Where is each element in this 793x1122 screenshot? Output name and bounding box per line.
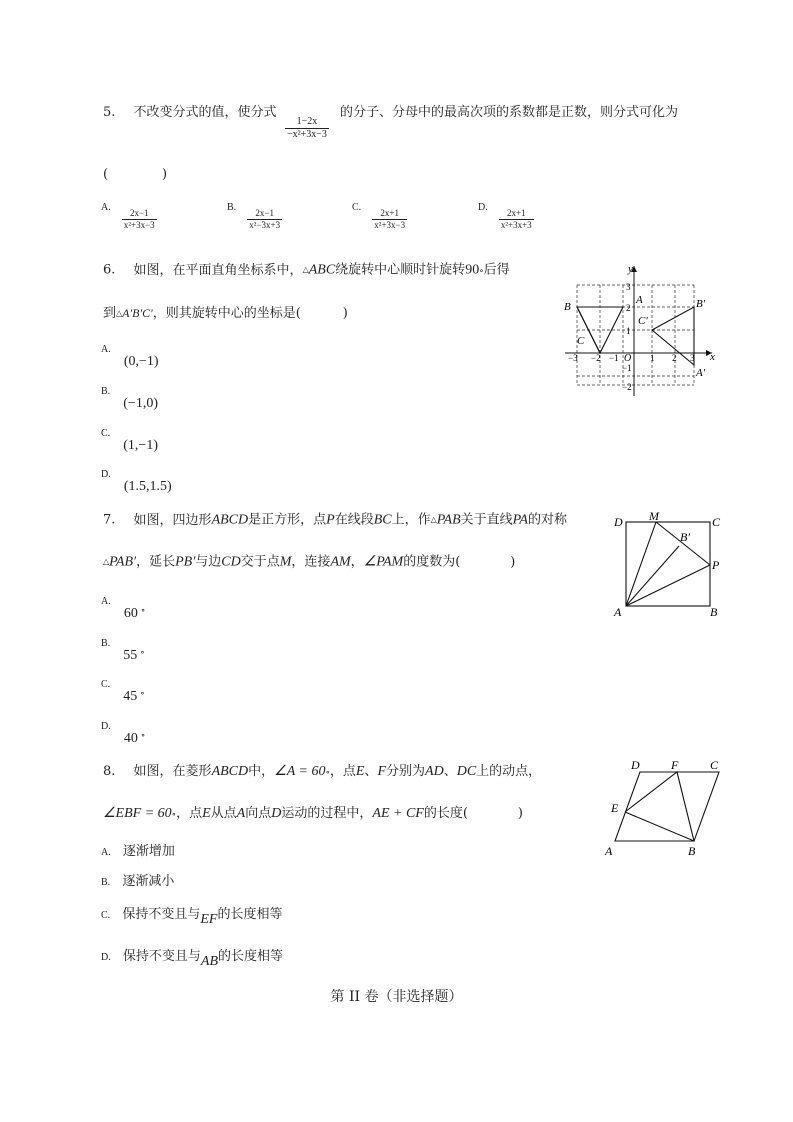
q8-dc: DC <box>456 764 477 779</box>
q6-stem-line2 <box>103 304 348 323</box>
q7-line-ab-prime <box>626 546 679 606</box>
q8-sum: AE + CF <box>372 806 424 821</box>
q7-angle: ∠PAM <box>363 554 404 570</box>
q8-label-f: F <box>671 758 679 772</box>
q5-option-c-label: C. <box>352 202 362 213</box>
q6-option-d-value: (1.5,1.5) <box>123 479 172 494</box>
q6-figure <box>560 258 722 398</box>
q7-tri: △ <box>430 515 437 524</box>
q5-option-b[interactable] <box>227 202 282 232</box>
q6-abc2: A′B′C′ <box>122 306 153 320</box>
q8-option-d-value: 保持不变且与 <box>122 949 201 964</box>
q6-label-b: B <box>564 301 571 313</box>
q6-option-c[interactable] <box>101 428 158 453</box>
q7-option-d[interactable] <box>101 721 146 746</box>
q8-ad: AD <box>425 764 444 779</box>
q6-text-b: 绕旋转中心顺时针旋转 <box>335 262 466 278</box>
q7-text-b: 是正方形，点 <box>248 512 327 528</box>
q8-f: F <box>377 764 387 779</box>
q8-sep2: 、 <box>443 764 457 779</box>
q5-frac-den: −x²+3x−3 <box>287 129 327 140</box>
q5-option-a-num: 2x−1 <box>122 208 157 220</box>
q5-number: 5. <box>103 105 116 120</box>
q8-rhombus <box>615 772 719 841</box>
q8-label-d: D <box>631 758 640 772</box>
q5-stem <box>103 104 277 122</box>
q6-ytick-3: 3 <box>626 282 631 292</box>
q5-option-d-label: D. <box>478 202 488 213</box>
q7-stem-line2 <box>103 553 515 572</box>
q7-option-c[interactable] <box>101 679 145 704</box>
q7-number: 7. <box>103 512 116 528</box>
q7-label-d: D <box>614 515 623 529</box>
q7-option-a-value: 60 <box>123 606 138 621</box>
q7-p: P <box>326 512 335 528</box>
q8-e: E <box>355 764 365 779</box>
q6-xtick-3: 3 <box>690 353 695 363</box>
q6-option-c-value: (1,−1) <box>123 438 158 453</box>
q7-label-m: M <box>649 509 659 523</box>
q6-option-b-label: B. <box>101 386 111 397</box>
q5-paren-open: ( <box>103 167 109 182</box>
q8-figure <box>600 754 728 860</box>
q7-label-p: P <box>712 558 720 572</box>
q6-option-b-value: (−1,0) <box>123 396 158 411</box>
q6-stem-line1 <box>103 261 510 281</box>
q8-option-d-var: AB <box>200 954 218 969</box>
q8-option-a[interactable] <box>101 843 175 862</box>
q7-option-d-value: 40 <box>123 731 138 746</box>
q7-pab2: PAB′ <box>109 554 137 570</box>
q6-xtick-neg1: −1 <box>609 353 619 363</box>
q7-text-k: ， <box>350 554 364 570</box>
q6-xtick-2: 2 <box>672 353 677 363</box>
q6-abc: ABC <box>308 262 336 278</box>
q8-text-e: 上的动点， <box>476 764 542 779</box>
q7-text-i: 交于点 <box>240 554 280 570</box>
q7-am: AM <box>330 554 351 570</box>
q8-paren-close: ) <box>517 806 523 821</box>
q6-xtick-neg2: −2 <box>591 353 601 363</box>
q6-xtick-1: 1 <box>650 353 655 363</box>
q6-text-c: 后得 <box>483 262 510 278</box>
q7-pab: PAB <box>436 512 461 528</box>
q7-label-c: C <box>712 515 721 529</box>
q7-option-b-deg: ∘ <box>140 648 145 658</box>
q5-option-d[interactable] <box>478 202 534 232</box>
q8-option-c-tail: 的长度相等 <box>217 907 283 922</box>
q8-text-i: 运动的过程中， <box>281 806 373 821</box>
q8-a: A <box>236 806 246 821</box>
q7-abcd: ABCD <box>211 512 249 528</box>
q6-axes <box>565 266 712 396</box>
q6-label-b-prime: B′ <box>696 298 706 310</box>
q7-option-c-label: C. <box>101 679 111 690</box>
q7-m: M <box>279 554 292 570</box>
q8-option-c-label: C. <box>101 910 111 921</box>
q6-ytick-neg1: −1 <box>622 363 632 373</box>
q5-text-b: 的分子、分母中的最高次项的系数都是正数，则分式可化为 <box>340 105 679 120</box>
q8-text-j: 的长度( <box>423 806 468 821</box>
q8-deg2: ∘ <box>171 810 177 820</box>
q8-option-b-label: B. <box>101 877 111 888</box>
q6-x-label: x <box>710 351 715 363</box>
q6-option-a[interactable] <box>101 344 159 369</box>
q7-label-b: B <box>710 605 718 619</box>
q6-label-a: A <box>636 294 643 306</box>
q6-deg: 90 <box>465 262 480 278</box>
q6-paren-close: ) <box>342 306 348 321</box>
q7-paren-close: ) <box>510 554 516 570</box>
q7-text-d: 上，作 <box>391 512 431 528</box>
q7-pb2: PB′ <box>175 554 196 570</box>
q7-option-a-label: A. <box>101 596 111 607</box>
q7-tri2: △ <box>103 557 110 566</box>
q6-tri: △ <box>302 265 309 274</box>
q8-option-c-value: 保持不变且与 <box>122 907 201 922</box>
q8-option-b-value: 逐渐减小 <box>122 874 175 889</box>
q7-option-a-deg: ∘ <box>140 606 146 616</box>
q5-paren-close: ) <box>162 167 168 182</box>
q8-option-c-var: EF <box>200 912 218 927</box>
q7-text-j: ，连接 <box>291 554 331 570</box>
q8-stem-line2 <box>103 805 523 824</box>
q6-ytick-neg2: −2 <box>622 382 632 392</box>
q7-option-d-deg: ∘ <box>140 731 146 741</box>
q8-text-d: 分别为 <box>386 764 426 779</box>
q8-triangle-ebf <box>625 772 694 841</box>
q6-option-d[interactable] <box>101 469 172 494</box>
q8-d: D <box>271 806 282 821</box>
section-title: 第 II 卷（非选择题） <box>330 989 463 1005</box>
q8-option-d[interactable] <box>101 948 283 967</box>
q6-label-c: C <box>577 335 585 347</box>
q6-ytick-1: 1 <box>626 326 631 336</box>
q6-degsym: ∘ <box>479 266 484 277</box>
q8-option-b[interactable] <box>101 873 174 892</box>
q5-option-b-num: 2x−1 <box>247 208 282 220</box>
q8-angle-ebf: ∠EBF = 60 <box>103 806 172 821</box>
q5-option-d-num: 2x+1 <box>499 208 534 220</box>
q6-origin: O <box>624 353 632 364</box>
q6-label-c-prime: C′ <box>638 315 648 327</box>
q8-number: 8. <box>103 764 116 779</box>
q6-option-d-label: D. <box>101 469 111 480</box>
q6-y-label: y <box>628 263 633 275</box>
q5-frac-num: 1−2x <box>285 116 329 129</box>
q5-stem-fraction <box>285 116 329 141</box>
q8-label-b: B <box>688 844 696 858</box>
q7-text-f: 的对称 <box>527 512 567 528</box>
q8-text-h: 向点 <box>245 806 272 821</box>
q8-abcd: ABCD <box>211 764 249 779</box>
q6-option-a-value: (0,−1) <box>123 354 159 369</box>
q6-text-a: 如图，在平面直角坐标系中， <box>133 262 303 278</box>
q7-text-g: ，延长 <box>136 554 176 570</box>
q7-cd: CD <box>221 554 241 570</box>
q7-stem-line1 <box>103 511 567 530</box>
q5-option-b-den: x²−3x+3 <box>249 220 281 230</box>
q8-label-e: E <box>611 801 619 815</box>
q7-text-h: 与边 <box>195 554 222 570</box>
q7-text-c: 在线段 <box>334 512 374 528</box>
q7-label-b-prime: B′ <box>680 530 690 544</box>
q8-option-d-label: D. <box>101 952 111 963</box>
q5-option-b-label: B. <box>227 202 237 213</box>
q6-label-a-prime: A′ <box>696 367 706 379</box>
q8-e2: E <box>202 806 211 821</box>
q5-option-a[interactable] <box>101 202 157 232</box>
q8-option-a-value: 逐渐增加 <box>122 844 175 859</box>
q7-text-l: 的度数为( <box>403 554 461 570</box>
q6-tri2: △ <box>116 308 123 318</box>
q8-label-a: A <box>605 844 613 858</box>
q8-text-b: 中， <box>248 764 275 779</box>
q7-option-b-label: B. <box>101 638 111 649</box>
q7-option-b[interactable] <box>101 638 145 663</box>
q6-option-a-label: A. <box>101 344 111 355</box>
q7-figure <box>608 508 728 620</box>
q6-xtick-neg3: −3 <box>568 353 578 363</box>
q8-option-d-tail: 的长度相等 <box>218 949 284 964</box>
q8-angle-a: ∠A = 60 <box>274 764 326 779</box>
q5-option-c-num: 2x+1 <box>372 208 407 220</box>
q7-option-a[interactable] <box>101 596 146 621</box>
q5-option-c[interactable] <box>352 202 407 232</box>
q7-text-e: 关于直线 <box>460 512 513 528</box>
q8-text-g: 从点 <box>210 806 237 821</box>
q6-option-c-label: C. <box>101 428 111 439</box>
q5-option-a-label: A. <box>101 202 111 213</box>
q6-number: 6. <box>103 262 116 278</box>
q8-text-a: 如图，在菱形 <box>133 764 212 779</box>
q5-option-c-den: x²+3x−3 <box>374 220 406 230</box>
q7-option-c-value: 45 <box>123 689 138 704</box>
q5-option-a-den: x²+3x−3 <box>123 220 155 230</box>
q8-text-c: ，点 <box>329 764 356 779</box>
q5-option-d-den: x²+3x+3 <box>500 220 532 230</box>
q6-ytick-2: 2 <box>626 303 631 313</box>
q7-option-d-label: D. <box>101 721 111 732</box>
q8-option-a-label: A. <box>101 847 111 858</box>
q7-label-a: A <box>614 605 622 619</box>
q7-text-a: 如图，四边形 <box>133 512 212 528</box>
q8-option-c[interactable] <box>101 906 282 925</box>
q8-sep: 、 <box>364 764 378 779</box>
q8-text-f: ，点 <box>176 806 203 821</box>
q8-stem-line1 <box>103 763 541 782</box>
q6-text-e: ，则其旋转中心的坐标是( <box>152 306 301 321</box>
q8-label-c: C <box>710 758 719 772</box>
q7-option-c-deg: ∘ <box>140 689 145 699</box>
q5-text-a: 不改变分式的值，使分式 <box>133 105 277 120</box>
q8-deg: ∘ <box>325 768 330 778</box>
q7-pa: PA <box>512 512 528 528</box>
q7-square <box>626 522 710 606</box>
q6-text-d: 到 <box>103 306 117 321</box>
q6-option-b[interactable] <box>101 386 158 411</box>
q7-bc: BC <box>373 512 392 528</box>
q7-option-b-value: 55 <box>123 648 138 663</box>
